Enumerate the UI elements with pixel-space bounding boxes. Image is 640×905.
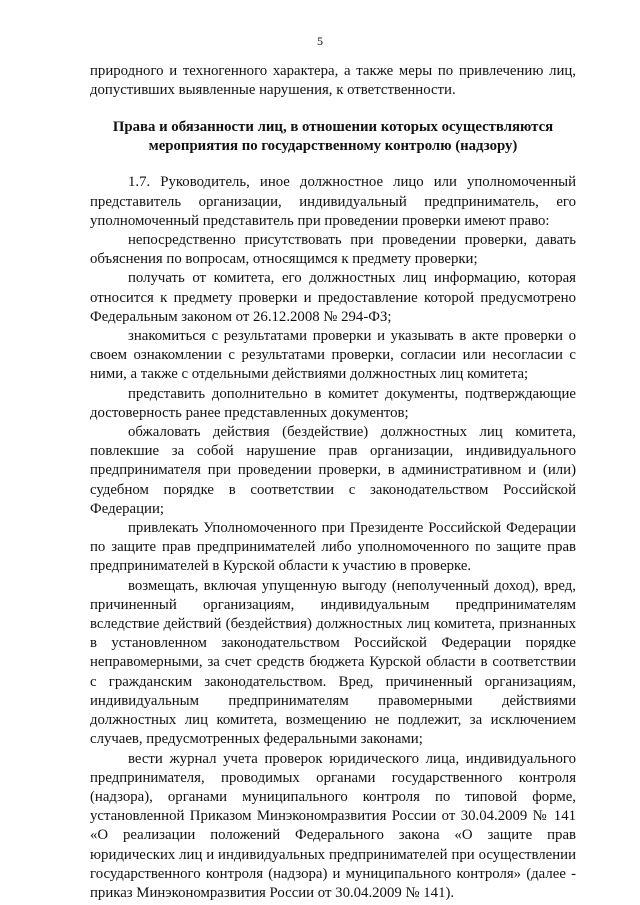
paragraph-continuation: природного и техногенного характера, а также меры по привлечению лиц, допустивших выявленные нарушения, к ответственности.	[90, 63, 576, 99]
paragraph-right-ombudsman: привлекать Уполномоченного при Президенте Российской Федерации по защите прав предпринимателей либо уполномоченного по защите прав предпринимателей в Курской области к участию в проверке.	[90, 520, 576, 575]
paragraph-right-inspection-log: вести журнал учета проверок юридического лица, индивидуального предпринимателя, проводимых органами государственного контроля (надзора), органами муниципального контроля по типовой форме, установленной Приказом Минэкономразвития России от 30.04.2009 № 141 «О реализации положений Федерального закона «О защите прав юридических лиц и индивидуальных предпринимателей при осуществлении государственного контроля (надзора) и муниципального контроля» (далее - приказ Минэкономразвития России от 30.04.2009 № 141).	[90, 750, 576, 901]
paragraph-clause-1-7: 1.7. Руководитель, иное должностное лицо или уполномоченный представитель организации, индивидуальный предприниматель, его уполномоченный представитель при проведении проверки имеют право:	[90, 174, 576, 229]
paragraph-right-review-results: знакомиться с результатами проверки и указывать в акте проверки о своем ознакомлении с результатами проверки, согласии или несогласии с ними, а также с отдельными действиями должностных лиц комитета;	[90, 328, 576, 383]
paragraph-right-compensation: возмещать, включая упущенную выгоду (неполученный доход), вред, причиненный организациям, индивидуальным предпринимателям вследствие действий (бездействия) должностных лиц комитета, признанных в установленном законодательством Российской Федерации порядке неправомерными, за счет средств бюджета Курской области в соответствии с гражданским законодательством. Вред, причиненный организациям, индивидуальным предпринимателям правомерными действиями должностных лиц комитета, возмещению не подлежит, за исключением случаев, предусмотренных федеральными законами;	[90, 577, 576, 748]
paragraph-right-information: получать от комитета, его должностных лиц информацию, которая относится к предмету проверки и предоставление которой предусмотрено Федеральным законом от 26.12.2008 № 294-ФЗ;	[90, 270, 576, 325]
paragraph-right-attend: непосредственно присутствовать при проведении проверки, давать объяснения по вопросам, относящимся к предмету проверки;	[90, 232, 576, 268]
paragraph-right-submit-documents: представить дополнительно в комитет документы, подтверждающие достоверность ранее представленных документов;	[90, 385, 576, 421]
section-heading: Права и обязанности лиц, в отношении которых осуществляются мероприятия по государственному контролю (надзору)	[112, 119, 554, 155]
paragraph-right-appeal: обжаловать действия (бездействие) должностных лиц комитета, повлекшие за собой нарушение прав организации, индивидуального предпринимателя при проведении проверки, в административном и (или) судебном порядке в соответствии с законодательством Российской Федерации;	[90, 424, 576, 517]
document-body	[90, 62, 576, 903]
page-number: 5	[317, 34, 323, 48]
